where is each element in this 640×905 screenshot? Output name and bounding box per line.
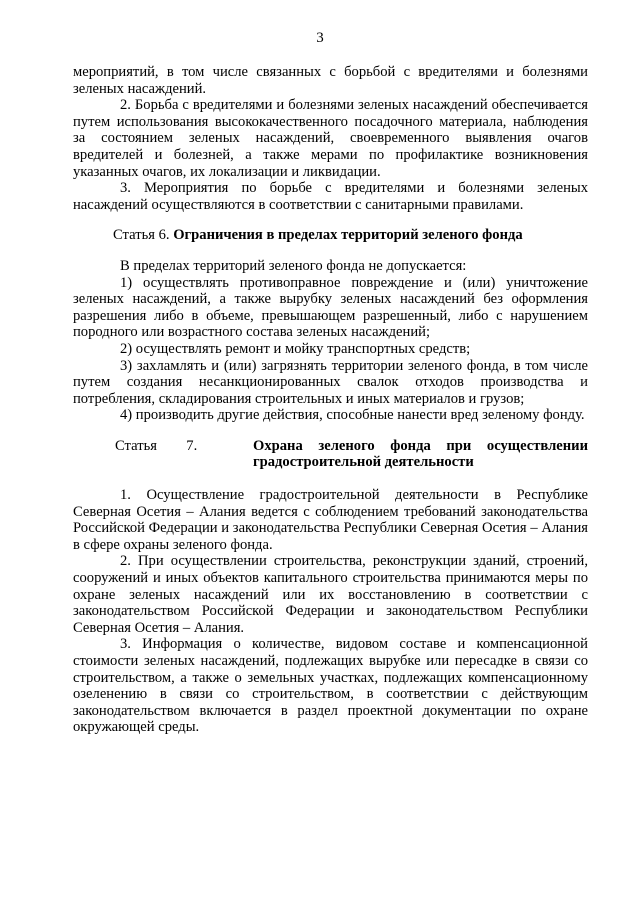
article-7-item: 1. Осуществление градостроительной деятельности в Республике Северная Осетия – Алания ведется с соблюдением требований законодательства Российской Федерации и законодательства Республики Северная Осетия – Алания в сфере охраны зеленого фонда.: [73, 487, 588, 553]
article-6-title: Ограничения в пределах территорий зеленого фонда: [173, 227, 523, 244]
article-6-item: 3) захламлять и (или) загрязнять территории зеленого фонда, в том числе путем создания несанкционированных свалок отходов производства и потребления, складирования строительных и иных материалов и грузов;: [73, 357, 588, 407]
article-7-label: [73, 438, 253, 471]
article-7-heading: [73, 438, 588, 471]
article-6-intro: В пределах территорий зеленого фонда не допускается:: [120, 257, 467, 274]
paragraph-continuation: мероприятий, в том числе связанных с борьбой с вредителями и болезнями зеленых насаждений.: [73, 64, 588, 97]
article-6-heading: [73, 227, 588, 244]
article-7-title-line1: Охрана зеленого фонда при осуществлении: [253, 437, 588, 454]
article-6-item: 2) осуществлять ремонт и мойку транспортных средств;: [120, 340, 471, 357]
page-number: 3: [316, 30, 324, 46]
article-7-label-word: Статья: [115, 437, 157, 454]
article-7-label-num: 7.: [186, 437, 198, 454]
article-7-title-line2: градостроительной деятельности: [253, 454, 474, 471]
article-7-title: [253, 438, 588, 471]
article-6-item: 1) осуществлять противоправное повреждение и (или) уничтожение зеленых насаждений, а также вырубку зеленых насаждений без оформления разрешения либо в объеме, превышающем разрешенный, либо с нарушением породного или возрастного состава зеленых насаждений;: [73, 274, 588, 341]
article-7-item: 3. Информация о количестве, видовом составе и компенсационной стоимости зеленых насаждений, подлежащих вырубке или пересадке в связи со строительством, а также о земельных участках, подлежащих компенсационному озеленению в связи со строительством, в соответствии с действующим законодательством включается в раздел проектной документации по охране окружающей среды.: [73, 636, 588, 736]
paragraph-pest-control: 2. Борьба с вредителями и болезнями зеленых насаждений обеспечивается путем использования высококачественного посадочного материала, наблюдения за состоянием зеленых насаждений, своевременного выявления очагов вредителей и болезней, а также мерами по профилактике возникновения указанных очагов, их локализации и ликвидации.: [73, 97, 588, 180]
paragraph-sanitary-rules: 3. Мероприятия по борьбе с вредителями и болезнями зеленых насаждений осуществляются в соответствии с санитарными правилами.: [73, 180, 588, 213]
document-body: [73, 64, 588, 736]
article-7-item: 2. При осуществлении строительства, реконструкции зданий, строений, сооружений и иных объектов капитального строительства принимаются меры по охране зеленых насаждений или их восстановлению в соответствии с законодательством Российской Федерации и законодательством Республики Северная Осетия – Алания.: [73, 553, 588, 636]
article-6-item: 4) производить другие действия, способные нанести вред зеленому фонду.: [120, 407, 585, 424]
article-6-label: Статья 6.: [113, 227, 170, 244]
